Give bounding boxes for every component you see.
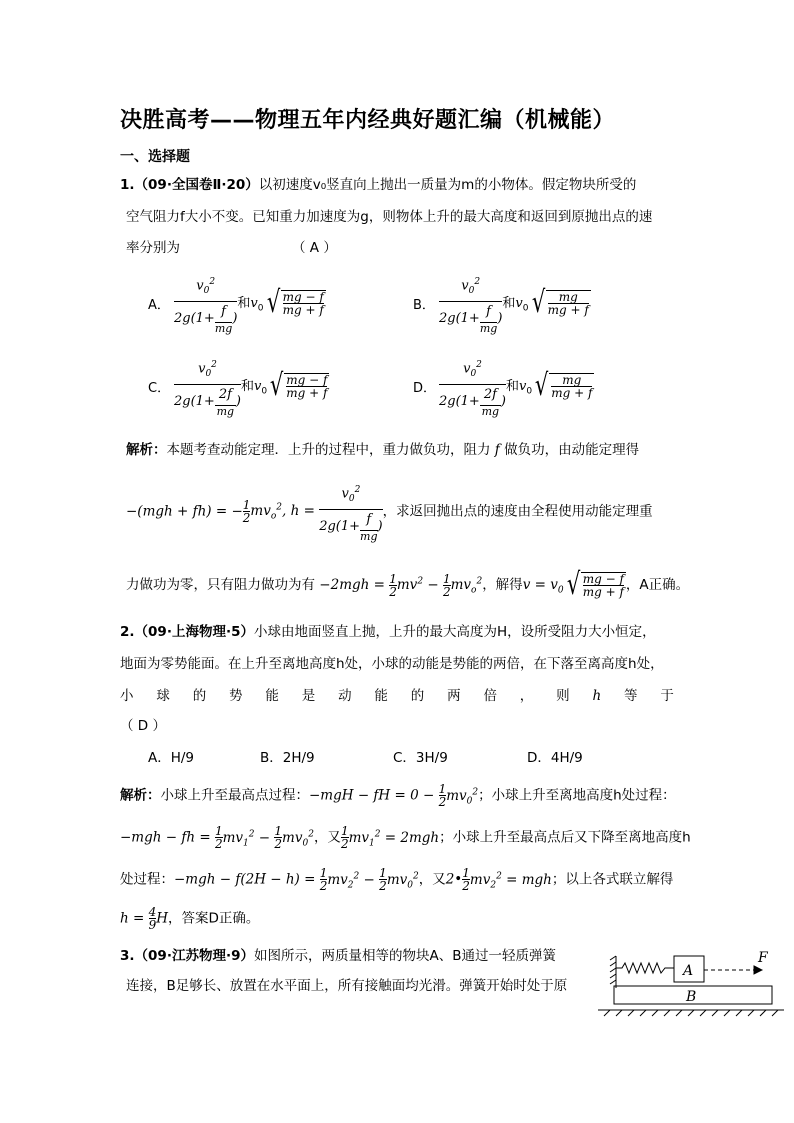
q2-line1: 2.（09·上海物理·5）小球由地面竖直上抛，上升的最大高度为H，设所受阻力大小恒定， <box>120 624 656 640</box>
q2-option-d: D．4H/9 <box>527 750 583 766</box>
q1-option-d: D． $v_0^2$ 2g(1+ 2f mg ) 和$v_0√$ $\frac{mg}{mg + f}$ <box>413 355 594 418</box>
q2-answer: （ D ） <box>120 718 166 734</box>
q1-analysis-line2: −(mgh + fh) = − $\frac{1}{2}$ $mv_o^2$, h = $v_0^2$ 2g(1+ f mg ) ，求返回抛出点的速度由全程使用动能定理重 <box>126 480 653 543</box>
q3-text2: 连接，B足够长、放置在水平面上，所有接触面均光滑。弹簧开始时处于原 <box>126 978 568 994</box>
q2-text3: 小 球 的 势 能 是 动 能 的 两 倍 ， 则 h 等 于 <box>120 688 674 704</box>
q1-option-a: A． $v_0^2$ 2g(1+ f mg ) 和$v_0√$ $\frac{mg - f}{mg + f}$ <box>148 272 326 335</box>
q2-analysis-line2: −mgh − fh = $\frac{1}{2}$ $mv_1^2$ − $\frac{1}{2}$ $mv_0^2$，又 $\frac{1}{2}$ $mv_1^2 = 2mgh$；小球上升至最高点后又下降至离地高度h <box>120 824 691 851</box>
q2-analysis-line3: 处过程：−mgh − f(2H − h) = $\frac{1}{2}$ $mv_2^2$ − $\frac{1}{2}$ $mv_0^2$，又2• $\frac{1}{2}$ $mv_2^2$ = mgh；以上各式联立解得 <box>120 866 674 893</box>
q2-analysis-line4: h = $\frac{4}{9}$ H，答案D正确。 <box>120 905 260 932</box>
q1-analysis-line3: 力做功为零，只有阻力做功为有 −2mgh = $\frac{1}{2}$ $mv^2$ − $\frac{1}{2}$ $mv_o^2$，解得$v = v_0√$ $\frac{mg - f}{mg + f}$ ，A正确。 <box>126 567 690 602</box>
q1-text3: 率分别为 <box>126 240 180 256</box>
q2-option-b: B．2H/9 <box>260 750 315 766</box>
q1-text1: 以初速度v₀竖直向上抛出一质量为m的小物体。假定物块所受的 <box>258 177 637 193</box>
q3-figure-label-b: B <box>686 989 697 1005</box>
q2-analysis-line1: 解析：小球上升至最高点过程：−mgH − fH = 0 − $\frac{1}{2}$ $mv_0^2$；小球上升至离地高度h处过程： <box>120 782 676 809</box>
q1-source: （09·全国卷Ⅱ·20） <box>134 177 259 193</box>
q1-line1 <box>120 175 636 195</box>
q1-number: 1. <box>120 177 135 193</box>
q3-figure <box>596 948 786 1028</box>
q3-figure-label-a: A <box>683 963 694 979</box>
section-heading: 一、选择题 <box>120 149 190 165</box>
q1-answer: （ A ） <box>292 240 337 256</box>
q3-line1: 3.（09·江苏物理·9）如图所示，两质量相等的物块A、B通过一轻质弹簧 <box>120 948 556 964</box>
q2-text2: 地面为零势能面。在上升至离地高度h处，小球的动能是势能的两倍，在下落至离高度h处， <box>120 656 664 672</box>
q1-text2: 空气阻力f大小不变。已知重力加速度为g，则物体上升的最大高度和返回到原抛出点的速 <box>126 209 653 225</box>
page-title: 决胜高考——物理五年内经典好题汇编（机械能） <box>120 108 616 133</box>
q1-option-c: C． $v_0^2$ 2g(1+ 2f mg ) 和$v_0√$ $\frac{mg - f}{mg + f}$ <box>148 355 329 418</box>
q1-option-b: B． $v_0^2$ 2g(1+ f mg ) 和$v_0√$ $\frac{mg}{mg + f}$ <box>413 272 591 335</box>
q3-figure-label-f: F <box>758 950 768 966</box>
q2-option-c: C．3H/9 <box>393 750 448 766</box>
q1-analysis-line1: 解析：本题考查动能定理．上升的过程中，重力做负功，阻力 f 做负功，由动能定理得 <box>126 442 640 458</box>
q2-option-a: A．H/9 <box>148 750 195 766</box>
